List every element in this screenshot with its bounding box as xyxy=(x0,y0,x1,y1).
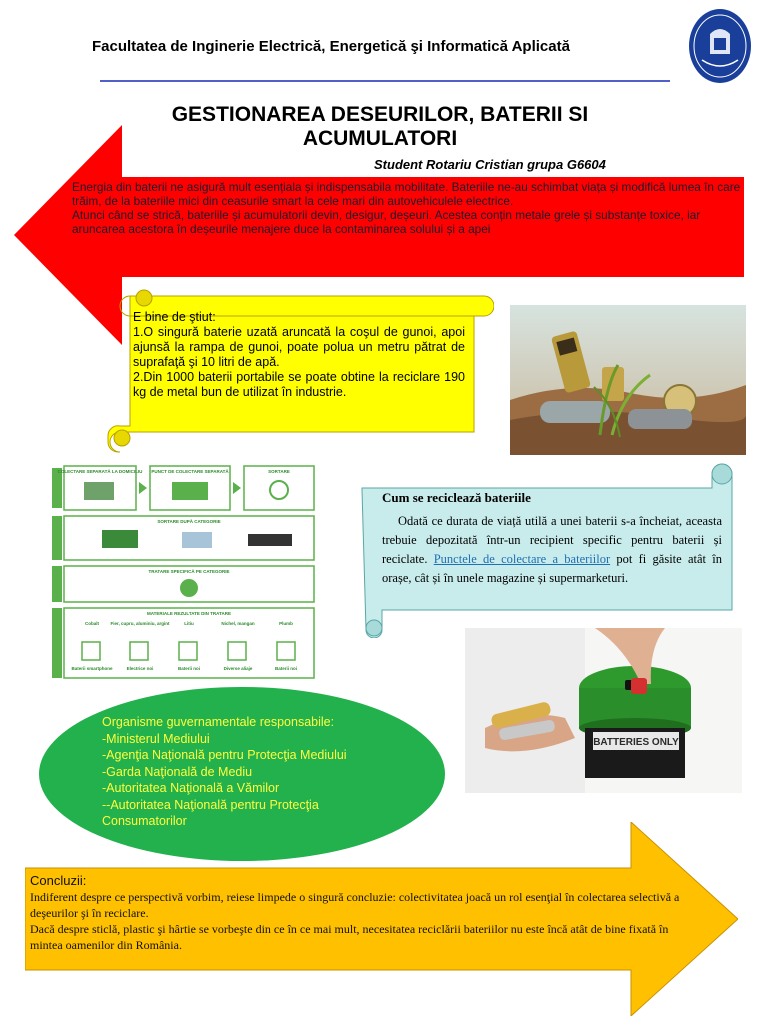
conclusions-heading: Concluzii: xyxy=(30,873,87,888)
organism-item: --Autoritatea Naţională pentru Protecţia Consumatorilor xyxy=(102,797,319,828)
organism-item: -Garda Naţională de Mediu xyxy=(102,764,253,779)
conclusions-text xyxy=(30,873,690,953)
collection-points-link[interactable]: Punctele de colectare a bateriilor xyxy=(433,552,611,566)
university-seal xyxy=(688,8,752,84)
flow-material-4: Nichel, mangan xyxy=(221,621,255,626)
intro-paragraph-1: Energia din baterii ne asigură mult esențiala și indispensabila mobilitate. Bateriile ne-au schimbat viața și modifică lumea în care trăim, de la bateriile mici din ceasurile smart la cele mari din autovehiculele electrice. xyxy=(72,180,741,208)
recycle-text xyxy=(382,512,722,588)
facts-heading: E bine de ştiut: xyxy=(133,310,216,324)
fact-item-1: 1.O singură baterie uzată aruncată la coşul de gunoi, apoi ajunsă la rampa de gunoi, poate polua un metru pătrat de suprafaţă şi 10 litri de apă. xyxy=(133,325,465,369)
organisms-heading: Organisme guvernamentale responsabile: xyxy=(102,715,335,729)
poster-title: GESTIONAREA DESEURILOR, BATERII SI ACUMULATORI xyxy=(171,103,589,150)
flow-step-1: COLECTARE SEPARATĂ LA DOMICILIU xyxy=(57,469,143,474)
flow-step-2: PUNCT DE COLECTARE SEPARATĂ xyxy=(151,469,229,474)
flow-row-sort: SORTARE DUPĂ CATEGORIE xyxy=(157,519,221,524)
flow-output-4: Diverse aliaje xyxy=(223,666,253,671)
flow-output-2: Electrice noi xyxy=(126,666,154,671)
flow-material-1: Cobalt xyxy=(85,621,99,626)
faculty-name: Facultatea de Inginerie Electrică, Energetică şi Informatică Aplicată xyxy=(92,38,570,55)
recycle-text-after: pot fi găsite atât în orașe, cât și în unele magazine și supermarketuri. xyxy=(382,552,723,585)
facts-box xyxy=(133,310,465,400)
flow-step-3: SORTARE xyxy=(268,469,290,474)
intro-text xyxy=(72,180,744,236)
organism-item: -Autoritatea Naţională a Vămilor xyxy=(102,781,280,795)
flow-row-materials: MATERIALE REZULTATE DIN TRATARE xyxy=(147,611,231,616)
flow-output-5: Baterii noi xyxy=(274,666,298,671)
flow-material-3: Litiu xyxy=(184,621,194,626)
recycle-text-before: Odată ce durata de viață utilă a unei baterii s-a încheiat, aceasta trebuie depozitată într-un recipient specific pentru baterii și reciclate. xyxy=(382,514,722,566)
batteries-in-soil-photo xyxy=(510,305,746,455)
flow-row-treat: TRATARE SPECIFICĂ PE CATEGORIE xyxy=(148,569,230,574)
conclusion-paragraph-2: Dacă despre sticlă, plastic şi hârtie se vorbeşte din ce în ce mai mult, necesitatea reciclării bateriilor nu este încă atât de bine fixată în mintea oamenilor din România. xyxy=(30,922,669,952)
batteries-only-label: BATTERIES ONLY xyxy=(593,737,679,748)
student-info: Student Rotariu Cristian grupa G6604 xyxy=(374,157,606,172)
battery-bin-photo xyxy=(465,628,742,793)
flow-material-2: Fier, cupru, aluminiu, argint xyxy=(110,621,170,626)
flow-material-5: Plumb xyxy=(279,621,293,626)
recycling-flowchart xyxy=(52,462,332,682)
intro-paragraph-2: Atunci când se strică, bateriile și acumulatorii devin, desigur, deșeuri. Acestea conțin metale grele și substanțe toxice, iar aruncarea acestora în deșeurile menajere duce la contaminarea solului și a apei xyxy=(72,208,701,236)
recycle-title: Cum se reciclează bateriile xyxy=(382,490,531,505)
conclusion-paragraph-1: Indiferent despre ce perspectivă vorbim, reiese limpede o singură concluzie: colectivitatea joacă un rol esenţial în colectarea selectivă a deşeurilor şi în reciclare. xyxy=(30,890,680,920)
organism-item: -Agenţia Naţională pentru Protecţia Mediului xyxy=(102,748,347,762)
flow-output-3: Baterii noi xyxy=(177,666,201,671)
flow-output-1: Baterii smartphone xyxy=(71,666,113,671)
fact-item-2: 2.Din 1000 baterii portabile se poate obtine la reciclare 190 kg de metal bun de utilizat în industrie. xyxy=(133,370,465,399)
organism-item: -Ministerul Mediului xyxy=(102,731,210,746)
organisms-list xyxy=(102,714,402,830)
header-rule xyxy=(100,80,670,82)
